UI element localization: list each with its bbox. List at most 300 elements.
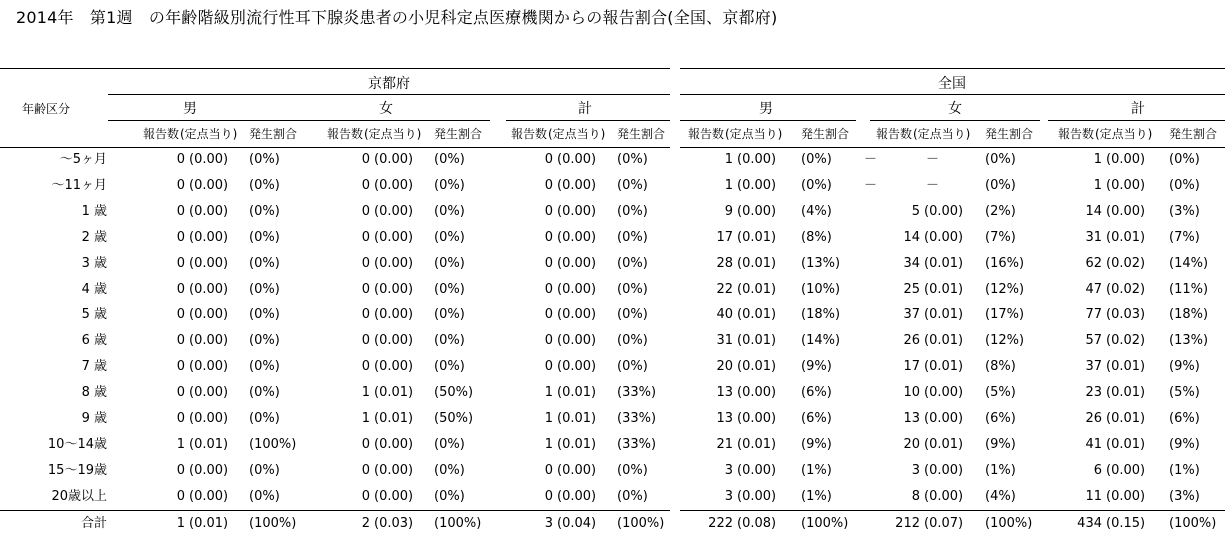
table-row-5-ratio-5: (11%) — [1169, 281, 1209, 297]
table-row-9-per-point-2: (0.01) — [557, 385, 597, 401]
table-row-3-count-5: 31 — [1085, 229, 1102, 245]
table-row-12-per-point-2: (0.00) — [557, 462, 597, 478]
table-row-10-per-point-4: (0.00) — [924, 411, 964, 426]
table-row-1-per-point-5: (0.00) — [1106, 177, 1146, 193]
table-row-0-count-5: 1 — [1093, 152, 1102, 167]
table-row-5-ratio-0: (0%) — [249, 281, 280, 297]
subheader-count-1: 報告数 — [327, 127, 364, 141]
table-row-12-ratio-0: (0%) — [249, 462, 280, 478]
table-row-9-per-point-0: (0.00) — [189, 385, 229, 401]
table-row-11-per-point-2: (0.01) — [557, 436, 597, 452]
table-row-3-age: 2 歳 — [81, 229, 107, 245]
table-row-10-ratio-3: (6%) — [801, 411, 832, 426]
table-row-3-per-point-0: (0.00) — [189, 229, 229, 245]
table-row-2-per-point-3: (0.00) — [737, 203, 777, 219]
table-row-3-per-point-5: (0.01) — [1106, 229, 1146, 245]
table-row-5-count-2: 0 — [544, 281, 553, 297]
table-row-4-ratio-3: (13%) — [801, 255, 841, 271]
subheader-count-0: 報告数 — [143, 127, 180, 141]
table-row-9-per-point-1: (0.01) — [374, 385, 414, 401]
table-row-2-per-point-4: (0.00) — [924, 203, 964, 219]
table-row-12-per-point-0: (0.00) — [189, 462, 229, 478]
table-row-3-per-point-1: (0.00) — [374, 229, 414, 245]
total-row-per-point-2: (0.04) — [557, 516, 597, 531]
table-row-10-count-4: 13 — [903, 411, 920, 426]
table-row-11-count-4: 20 — [903, 436, 920, 452]
table-row-10-ratio-4: (6%) — [985, 411, 1016, 426]
table-row-13-count-0: 0 — [176, 488, 185, 504]
table-row-12-count-1: 0 — [361, 462, 370, 478]
table-row-0-per-point-2: (0.00) — [557, 152, 597, 167]
table-row-6-count-5: 77 — [1085, 307, 1102, 323]
table-row-8-count-5: 37 — [1085, 359, 1102, 375]
table-row-3-count-3: 17 — [716, 229, 733, 245]
table-row-8-count-0: 0 — [176, 359, 185, 375]
subheader-per-point-4: (定点当り) — [913, 127, 971, 141]
table-row-11-per-point-0: (0.01) — [189, 436, 229, 452]
table-row-13-ratio-1: (0%) — [434, 488, 465, 504]
table-row-2-per-point-5: (0.00) — [1106, 203, 1146, 219]
table-row-13-per-point-2: (0.00) — [557, 488, 597, 504]
table-row-5-per-point-0: (0.00) — [189, 281, 229, 297]
table-row-7-count-5: 57 — [1085, 333, 1102, 349]
table-row-11-ratio-1: (0%) — [434, 436, 465, 452]
table-row-9-ratio-0: (0%) — [249, 385, 280, 401]
table-row-0-per-point-3: (0.00) — [737, 152, 777, 167]
table-row-9-age: 8 歳 — [81, 385, 107, 401]
region-header-national: 全国 — [938, 76, 966, 92]
table-row-1-ratio-0: (0%) — [249, 177, 280, 193]
table-row-4-ratio-1: (0%) — [434, 255, 465, 271]
table-row-0-ratio-5: (0%) — [1169, 152, 1200, 167]
table-row-6-count-3: 40 — [716, 307, 733, 323]
table-row-11-per-point-3: (0.01) — [737, 436, 777, 452]
table-row-5-ratio-3: (10%) — [801, 281, 841, 297]
total-row-ratio-2: (100%) — [617, 516, 665, 531]
table-row-1-count-5: 1 — [1093, 177, 1102, 193]
rule-region-kyoto — [108, 94, 670, 95]
table-row-3-ratio-5: (7%) — [1169, 229, 1200, 245]
table-row-8-per-point-5: (0.01) — [1106, 359, 1146, 375]
table-row-10-ratio-1: (50%) — [434, 411, 474, 426]
table-row-12-ratio-5: (1%) — [1169, 462, 1200, 478]
subheader-per-point-0: (定点当り) — [180, 127, 238, 141]
table-row-9-per-point-5: (0.01) — [1106, 385, 1146, 401]
table-row-6-per-point-3: (0.01) — [737, 307, 777, 323]
table-row-2-ratio-4: (2%) — [985, 203, 1016, 219]
total-row-age: 合計 — [80, 516, 107, 531]
table-row-4-per-point-2: (0.00) — [557, 255, 597, 271]
total-row-count-5: 434 — [1077, 516, 1102, 531]
table-row-12-per-point-1: (0.00) — [374, 462, 414, 478]
table-row-4-ratio-0: (0%) — [249, 255, 280, 271]
table-row-9-ratio-1: (50%) — [434, 385, 474, 401]
table-row-3-count-1: 0 — [361, 229, 370, 245]
table-row-7-count-3: 31 — [716, 333, 733, 349]
table-row-4-count-3: 28 — [716, 255, 733, 271]
subheader-ratio-2: 発生割合 — [617, 127, 666, 141]
table-row-1-per-point-1: (0.00) — [374, 177, 414, 193]
table-row-5-per-point-1: (0.00) — [374, 281, 414, 297]
total-row-ratio-5: (100%) — [1169, 516, 1217, 531]
table-row-1-count-2: 0 — [544, 177, 553, 193]
table-row-2-ratio-3: (4%) — [801, 203, 832, 219]
table-row-6-ratio-2: (0%) — [617, 307, 648, 323]
table-row-7-count-0: 0 — [176, 333, 185, 349]
table-row-9-ratio-5: (5%) — [1169, 385, 1200, 401]
table-row-9-count-1: 1 — [361, 385, 370, 401]
subheader-ratio-4: 発生割合 — [985, 127, 1034, 141]
table-row-6-age: 5 歳 — [81, 307, 107, 323]
table-row-6-count-4: 37 — [903, 307, 920, 323]
table-row-13-per-point-4: (0.00) — [924, 488, 964, 504]
rule-group-4 — [870, 120, 1040, 121]
total-row-per-point-1: (0.03) — [374, 516, 414, 531]
table-row-6-per-point-1: (0.00) — [374, 307, 414, 323]
subheader-count-5: 報告数 — [1058, 127, 1095, 141]
table-row-1-ratio-1: (0%) — [434, 177, 465, 193]
table-row-2-count-0: 0 — [176, 203, 185, 219]
table-row-9-ratio-4: (5%) — [985, 385, 1016, 401]
table-row-5-count-0: 0 — [176, 281, 185, 297]
table-row-6-count-1: 0 — [361, 307, 370, 323]
table-row-7-count-4: 26 — [903, 333, 920, 349]
table-row-2-count-5: 14 — [1085, 203, 1102, 219]
table-row-12-count-4: 3 — [911, 462, 920, 478]
table-row-0-ratio-3: (0%) — [801, 152, 832, 167]
table-row-11-count-3: 21 — [716, 436, 733, 452]
table-row-8-per-point-3: (0.01) — [737, 359, 777, 375]
table-row-6-per-point-2: (0.00) — [557, 307, 597, 323]
rule-group-5 — [1048, 120, 1225, 121]
rule-top-national — [680, 68, 1225, 69]
table-row-8-per-point-0: (0.00) — [189, 359, 229, 375]
table-row-10-ratio-2: (33%) — [617, 411, 657, 426]
table-row-3-per-point-2: (0.00) — [557, 229, 597, 245]
table-row-3-ratio-0: (0%) — [249, 229, 280, 245]
table-row-12-count-5: 6 — [1093, 462, 1102, 478]
table-row-1-per-point-3: (0.00) — [737, 177, 777, 193]
table-row-7-per-point-1: (0.00) — [374, 333, 414, 349]
table-row-12-per-point-4: (0.00) — [924, 462, 964, 478]
table-row-0-per-point-5: (0.00) — [1106, 152, 1146, 167]
table-row-2-ratio-5: (3%) — [1169, 203, 1200, 219]
rule-group-2 — [506, 120, 670, 121]
table-row-3-count-4: 14 — [903, 229, 920, 245]
table-row-0-ratio-4: (0%) — [985, 152, 1016, 167]
table-row-12-ratio-4: (1%) — [985, 462, 1016, 478]
table-row-8-age: 7 歳 — [81, 359, 107, 375]
table-row-8-count-2: 0 — [544, 359, 553, 375]
table-row-12-age: 15～19歳 — [47, 462, 107, 478]
table-row-2-count-4: 5 — [911, 203, 920, 219]
table-row-2-ratio-1: (0%) — [434, 203, 465, 219]
table-row-2-per-point-1: (0.00) — [374, 203, 414, 219]
table-row-13-age: 20歳以上 — [51, 488, 107, 504]
table-row-0-per-point-4: － — [926, 152, 940, 167]
table-row-10-per-point-3: (0.00) — [737, 411, 777, 426]
table-row-1-count-1: 0 — [361, 177, 370, 193]
total-row-ratio-1: (100%) — [434, 516, 482, 531]
total-row-per-point-4: (0.07) — [924, 516, 964, 531]
table-row-10-ratio-0: (0%) — [249, 411, 280, 426]
table-row-11-count-0: 1 — [176, 436, 185, 452]
table-row-5-per-point-4: (0.01) — [924, 281, 964, 297]
table-row-2-age: 1 歳 — [81, 203, 107, 219]
table-row-11-ratio-0: (100%) — [249, 436, 297, 452]
group-header-4: 女 — [948, 101, 962, 117]
table-row-0-count-2: 0 — [544, 152, 553, 167]
table-row-8-ratio-2: (0%) — [617, 359, 648, 375]
table-row-7-ratio-3: (14%) — [801, 333, 841, 349]
table-row-3-per-point-4: (0.00) — [924, 229, 964, 245]
rule-top-kyoto — [0, 68, 670, 69]
table-row-4-ratio-4: (16%) — [985, 255, 1025, 271]
total-row-per-point-3: (0.08) — [737, 516, 777, 531]
total-row-ratio-0: (100%) — [249, 516, 297, 531]
table-row-0-count-3: 1 — [724, 152, 733, 167]
table-row-5-count-3: 22 — [716, 281, 733, 297]
table-row-0-ratio-0: (0%) — [249, 152, 280, 167]
subheader-ratio-3: 発生割合 — [801, 127, 850, 141]
table-row-0-count-1: 0 — [361, 152, 370, 167]
table-row-6-per-point-4: (0.01) — [924, 307, 964, 323]
table-row-11-ratio-4: (9%) — [985, 436, 1016, 452]
table-row-4-ratio-2: (0%) — [617, 255, 648, 271]
table-row-10-per-point-2: (0.01) — [557, 411, 597, 426]
table-row-11-count-2: 1 — [544, 436, 553, 452]
table-row-7-ratio-0: (0%) — [249, 333, 280, 349]
table-row-6-ratio-5: (18%) — [1169, 307, 1209, 323]
table-row-13-per-point-1: (0.00) — [374, 488, 414, 504]
table-row-7-ratio-1: (0%) — [434, 333, 465, 349]
table-row-1-ratio-3: (0%) — [801, 177, 832, 193]
table-row-13-count-3: 3 — [724, 488, 733, 504]
table-row-10-per-point-5: (0.01) — [1106, 411, 1146, 426]
table-row-10-per-point-0: (0.00) — [189, 411, 229, 426]
table-row-4-per-point-4: (0.01) — [924, 255, 964, 271]
table-row-10-count-3: 13 — [716, 411, 733, 426]
table-row-12-ratio-2: (0%) — [617, 462, 648, 478]
table-row-3-ratio-4: (7%) — [985, 229, 1016, 245]
table-row-2-ratio-0: (0%) — [249, 203, 280, 219]
subheader-count-4: 報告数 — [876, 127, 913, 141]
table-row-8-ratio-1: (0%) — [434, 359, 465, 375]
table-row-11-ratio-5: (9%) — [1169, 436, 1200, 452]
table-row-9-ratio-3: (6%) — [801, 385, 832, 401]
table-row-10-ratio-5: (6%) — [1169, 411, 1200, 426]
table-row-1-count-4: － — [864, 177, 878, 193]
table-row-9-count-4: 10 — [903, 385, 920, 401]
table-row-7-ratio-2: (0%) — [617, 333, 648, 349]
table-row-7-count-2: 0 — [544, 333, 553, 349]
table-row-4-per-point-0: (0.00) — [189, 255, 229, 271]
table-row-11-per-point-1: (0.00) — [374, 436, 414, 452]
table-row-8-ratio-4: (8%) — [985, 359, 1016, 375]
total-row-count-0: 1 — [176, 516, 185, 531]
table-row-9-count-2: 1 — [544, 385, 553, 401]
total-row-per-point-0: (0.01) — [189, 516, 229, 531]
table-row-7-per-point-3: (0.01) — [737, 333, 777, 349]
table-row-4-count-0: 0 — [176, 255, 185, 271]
table-row-1-ratio-5: (0%) — [1169, 177, 1200, 193]
table-row-2-per-point-2: (0.00) — [557, 203, 597, 219]
table-row-1-count-0: 0 — [176, 177, 185, 193]
table-row-0-ratio-1: (0%) — [434, 152, 465, 167]
rule-header-bottom-national — [680, 147, 1225, 148]
table-row-0-ratio-2: (0%) — [617, 152, 648, 167]
table-row-12-per-point-5: (0.00) — [1106, 462, 1146, 478]
table-row-9-ratio-2: (33%) — [617, 385, 657, 401]
page-title: 2014年 第1週 の年齢階級別流行性耳下腺炎患者の小児科定点医療機関からの報告割合(全国、京都府) — [16, 8, 778, 27]
table-row-5-per-point-2: (0.00) — [557, 281, 597, 297]
table-row-1-count-3: 1 — [724, 177, 733, 193]
table-row-1-per-point-2: (0.00) — [557, 177, 597, 193]
table-row-9-count-0: 0 — [176, 385, 185, 401]
group-header-0: 男 — [183, 101, 197, 117]
table-row-9-count-3: 13 — [716, 385, 733, 401]
rule-header-bottom-kyoto — [0, 147, 670, 148]
table-row-7-per-point-4: (0.01) — [924, 333, 964, 349]
rule-total-national — [680, 510, 1225, 511]
table-row-6-per-point-0: (0.00) — [189, 307, 229, 323]
table-row-0-count-0: 0 — [176, 152, 185, 167]
total-row-count-3: 222 — [708, 516, 733, 531]
table-row-13-ratio-2: (0%) — [617, 488, 648, 504]
table-row-5-per-point-3: (0.01) — [737, 281, 777, 297]
table-row-3-count-0: 0 — [176, 229, 185, 245]
total-row-count-2: 3 — [544, 516, 553, 531]
table-row-5-count-4: 25 — [903, 281, 920, 297]
table-row-8-count-3: 20 — [716, 359, 733, 375]
table-row-8-ratio-0: (0%) — [249, 359, 280, 375]
table-row-10-age: 9 歳 — [81, 411, 107, 426]
table-row-1-age: ～11ヶ月 — [51, 177, 107, 193]
table-row-1-per-point-0: (0.00) — [189, 177, 229, 193]
table-row-12-ratio-3: (1%) — [801, 462, 832, 478]
table-row-8-ratio-5: (9%) — [1169, 359, 1200, 375]
table-row-13-count-5: 11 — [1085, 488, 1102, 504]
table-row-6-ratio-4: (17%) — [985, 307, 1025, 323]
table-row-1-ratio-4: (0%) — [985, 177, 1016, 193]
table-row-1-per-point-4: － — [926, 177, 940, 193]
rule-total-kyoto — [0, 510, 670, 511]
table-row-7-count-1: 0 — [361, 333, 370, 349]
table-row-9-count-5: 23 — [1085, 385, 1102, 401]
table-row-1-ratio-2: (0%) — [617, 177, 648, 193]
subheader-ratio-1: 発生割合 — [434, 127, 483, 141]
table-row-13-per-point-3: (0.00) — [737, 488, 777, 504]
table-row-10-count-0: 0 — [176, 411, 185, 426]
table-row-2-count-3: 9 — [724, 203, 733, 219]
table-row-6-count-0: 0 — [176, 307, 185, 323]
subheader-per-point-1: (定点当り) — [364, 127, 422, 141]
table-row-10-count-1: 1 — [361, 411, 370, 426]
table-row-4-count-5: 62 — [1085, 255, 1102, 271]
subheader-per-point-5: (定点当り) — [1095, 127, 1153, 141]
table-row-2-count-1: 0 — [361, 203, 370, 219]
table-row-5-age: 4 歳 — [81, 281, 107, 297]
table-row-13-ratio-4: (4%) — [985, 488, 1016, 504]
total-row-ratio-4: (100%) — [985, 516, 1033, 531]
table-row-5-ratio-2: (0%) — [617, 281, 648, 297]
table-row-7-age: 6 歳 — [81, 333, 107, 349]
table-row-12-count-2: 0 — [544, 462, 553, 478]
subheader-per-point-2: (定点当り) — [548, 127, 606, 141]
table-row-5-count-1: 0 — [361, 281, 370, 297]
rule-group-3 — [680, 120, 856, 121]
table-row-7-ratio-5: (13%) — [1169, 333, 1209, 349]
group-header-5: 計 — [1131, 101, 1145, 117]
table-row-13-ratio-0: (0%) — [249, 488, 280, 504]
subheader-count-2: 報告数 — [511, 127, 548, 141]
table-row-10-count-2: 1 — [544, 411, 553, 426]
table-row-4-ratio-5: (14%) — [1169, 255, 1209, 271]
table-row-0-count-4: － — [864, 152, 878, 167]
table-row-2-per-point-0: (0.00) — [189, 203, 229, 219]
table-row-11-count-5: 41 — [1085, 436, 1102, 452]
table-row-11-per-point-4: (0.01) — [924, 436, 964, 452]
table-row-3-ratio-3: (8%) — [801, 229, 832, 245]
table-row-8-per-point-4: (0.01) — [924, 359, 964, 375]
table-row-13-per-point-5: (0.00) — [1106, 488, 1146, 504]
table-row-8-per-point-1: (0.00) — [374, 359, 414, 375]
rule-group-1 — [312, 120, 490, 121]
table-row-12-count-0: 0 — [176, 462, 185, 478]
table-row-11-ratio-3: (9%) — [801, 436, 832, 452]
table-row-8-count-1: 0 — [361, 359, 370, 375]
table-row-10-per-point-1: (0.01) — [374, 411, 414, 426]
table-row-11-count-1: 0 — [361, 436, 370, 452]
table-row-3-count-2: 0 — [544, 229, 553, 245]
table-row-13-per-point-0: (0.00) — [189, 488, 229, 504]
table-row-7-per-point-5: (0.02) — [1106, 333, 1146, 349]
table-row-11-ratio-2: (33%) — [617, 436, 657, 452]
subheader-per-point-3: (定点当り) — [725, 127, 783, 141]
table-row-11-age: 10～14歳 — [47, 436, 107, 452]
table-row-4-count-4: 34 — [903, 255, 920, 271]
group-header-3: 男 — [759, 101, 773, 117]
table-row-13-ratio-5: (3%) — [1169, 488, 1200, 504]
subheader-count-3: 報告数 — [688, 127, 725, 141]
age-column-header: 年齢区分 — [22, 102, 71, 116]
table-row-6-ratio-1: (0%) — [434, 307, 465, 323]
table-row-7-per-point-0: (0.00) — [189, 333, 229, 349]
table-row-4-per-point-3: (0.01) — [737, 255, 777, 271]
table-row-0-per-point-1: (0.00) — [374, 152, 414, 167]
table-row-3-per-point-3: (0.01) — [737, 229, 777, 245]
rule-region-national — [680, 94, 1225, 95]
table-row-3-ratio-2: (0%) — [617, 229, 648, 245]
table-row-0-per-point-0: (0.00) — [189, 152, 229, 167]
total-row-ratio-3: (100%) — [801, 516, 849, 531]
table-row-8-per-point-2: (0.00) — [557, 359, 597, 375]
table-row-8-count-4: 17 — [903, 359, 920, 375]
table-row-12-count-3: 3 — [724, 462, 733, 478]
table-row-5-count-5: 47 — [1085, 281, 1102, 297]
table-row-9-per-point-4: (0.00) — [924, 385, 964, 401]
table-row-4-count-1: 0 — [361, 255, 370, 271]
total-row-per-point-5: (0.15) — [1106, 516, 1146, 531]
group-header-1: 女 — [379, 101, 393, 117]
table-row-12-per-point-3: (0.00) — [737, 462, 777, 478]
table-row-2-ratio-2: (0%) — [617, 203, 648, 219]
subheader-ratio-5: 発生割合 — [1169, 127, 1218, 141]
total-row-count-4: 212 — [895, 516, 920, 531]
group-header-2: 計 — [578, 101, 592, 117]
table-row-6-ratio-3: (18%) — [801, 307, 841, 323]
table-row-10-count-5: 26 — [1085, 411, 1102, 426]
